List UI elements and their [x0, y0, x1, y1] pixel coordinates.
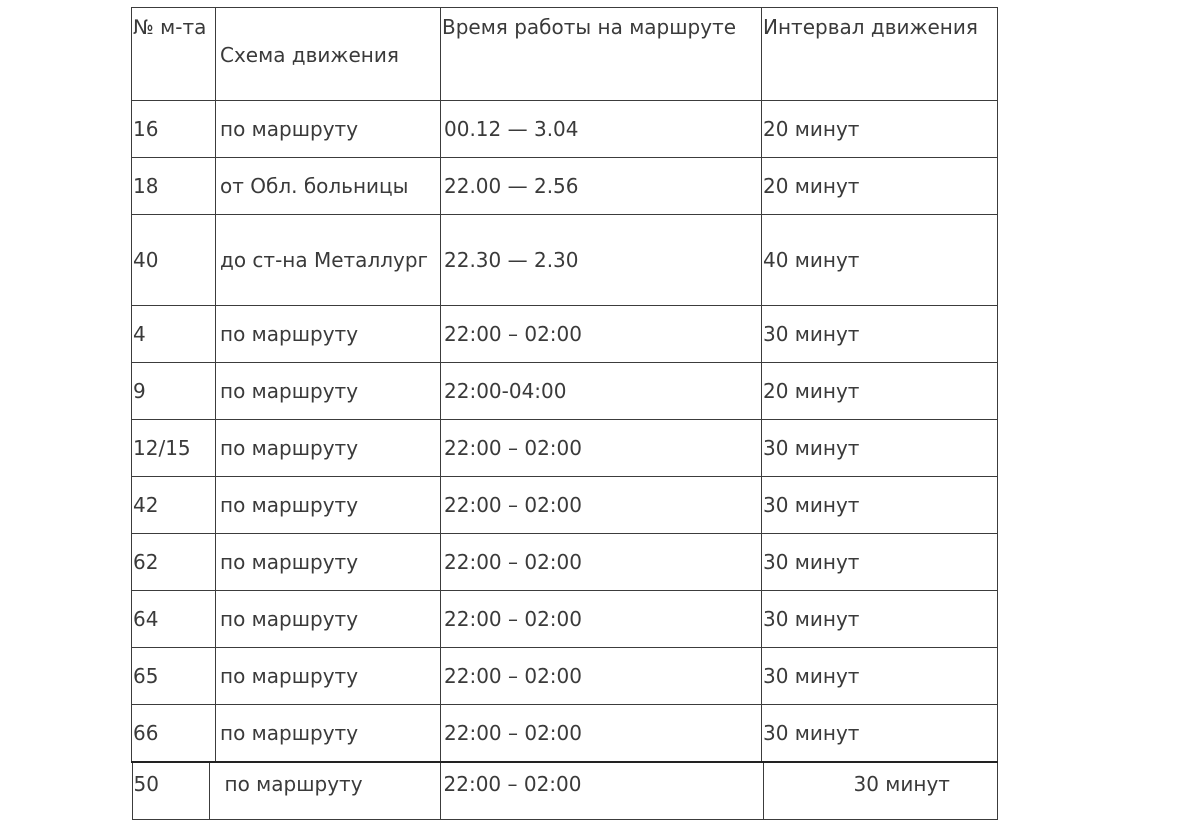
route-number-cell: 16	[132, 101, 216, 158]
table-row	[132, 363, 998, 420]
route-number-cell: 66	[132, 705, 216, 763]
header-scheme: Схема движения	[216, 8, 441, 101]
header-interval: Интервал движения	[762, 8, 998, 101]
interval-cell: 40 минут	[762, 215, 998, 306]
night-routes-table	[131, 7, 998, 820]
route-number-cell: 62	[132, 534, 216, 591]
route-number-cell: 4	[132, 306, 216, 363]
scheme-cell: по маршруту	[216, 420, 441, 477]
header-route-number: № м-та	[132, 8, 216, 101]
working-time-cell: 22:00 – 02:00	[441, 534, 762, 591]
table-row	[132, 158, 998, 215]
working-time-cell: 00.12 — 3.04	[441, 101, 762, 158]
last-row-wrapper	[132, 763, 998, 819]
working-time-cell: 22:00-04:00	[441, 363, 762, 420]
header-working-time: Время работы на маршруте	[441, 8, 762, 101]
table-header-row	[132, 8, 998, 101]
route-number-cell: 42	[132, 477, 216, 534]
working-time-cell: 22:00 – 02:00	[441, 591, 762, 648]
table-row	[132, 534, 998, 591]
table-row	[132, 101, 998, 158]
scheme-cell: по маршруту	[216, 534, 441, 591]
scheme-cell: по маршруту	[216, 477, 441, 534]
working-time-cell: 22:00 – 02:00	[441, 420, 762, 477]
scheme-cell: по маршруту	[216, 591, 441, 648]
scheme-cell: по маршруту	[216, 363, 441, 420]
scheme-cell: до ст-на Металлург	[216, 215, 441, 306]
interval-cell: 20 минут	[762, 101, 998, 158]
table-row	[132, 420, 998, 477]
interval-cell: 20 минут	[762, 363, 998, 420]
scheme-cell: по маршруту	[216, 101, 441, 158]
interval-cell: 30 минут	[762, 705, 998, 763]
column-divider	[209, 763, 210, 819]
last-row-cell	[132, 762, 998, 820]
interval-cell: 30 минут	[762, 648, 998, 705]
working-time-cell: 22.30 — 2.30	[441, 215, 762, 306]
interval-cell: 30 минут	[853, 772, 950, 796]
route-number-cell: 18	[132, 158, 216, 215]
interval-cell: 30 минут	[762, 477, 998, 534]
column-divider	[763, 763, 764, 819]
table-row-last	[132, 762, 998, 820]
route-number-cell: 64	[132, 591, 216, 648]
scheme-cell: от Обл. больницы	[216, 158, 441, 215]
table-row	[132, 477, 998, 534]
interval-cell: 30 минут	[762, 420, 998, 477]
column-divider	[440, 763, 441, 819]
interval-cell: 30 минут	[762, 591, 998, 648]
table-row	[132, 705, 998, 763]
scheme-cell: по маршруту	[216, 306, 441, 363]
interval-cell: 30 минут	[762, 306, 998, 363]
table-row	[132, 306, 998, 363]
route-number-cell: 9	[132, 363, 216, 420]
interval-cell: 20 минут	[762, 158, 998, 215]
scheme-cell: по маршруту	[224, 772, 363, 796]
route-number-cell: 40	[132, 215, 216, 306]
working-time-cell: 22:00 – 02:00	[443, 772, 582, 796]
working-time-cell: 22:00 – 02:00	[441, 648, 762, 705]
interval-cell: 30 минут	[762, 534, 998, 591]
working-time-cell: 22:00 – 02:00	[441, 477, 762, 534]
route-number-cell: 12/15	[132, 420, 216, 477]
route-number-cell: 50	[133, 772, 159, 796]
working-time-cell: 22:00 – 02:00	[441, 705, 762, 763]
working-time-cell: 22.00 — 2.56	[441, 158, 762, 215]
route-number-cell: 65	[132, 648, 216, 705]
table-row	[132, 215, 998, 306]
scheme-cell: по маршруту	[216, 705, 441, 763]
working-time-cell: 22:00 – 02:00	[441, 306, 762, 363]
scheme-cell: по маршруту	[216, 648, 441, 705]
table-row	[132, 591, 998, 648]
table-row	[132, 648, 998, 705]
